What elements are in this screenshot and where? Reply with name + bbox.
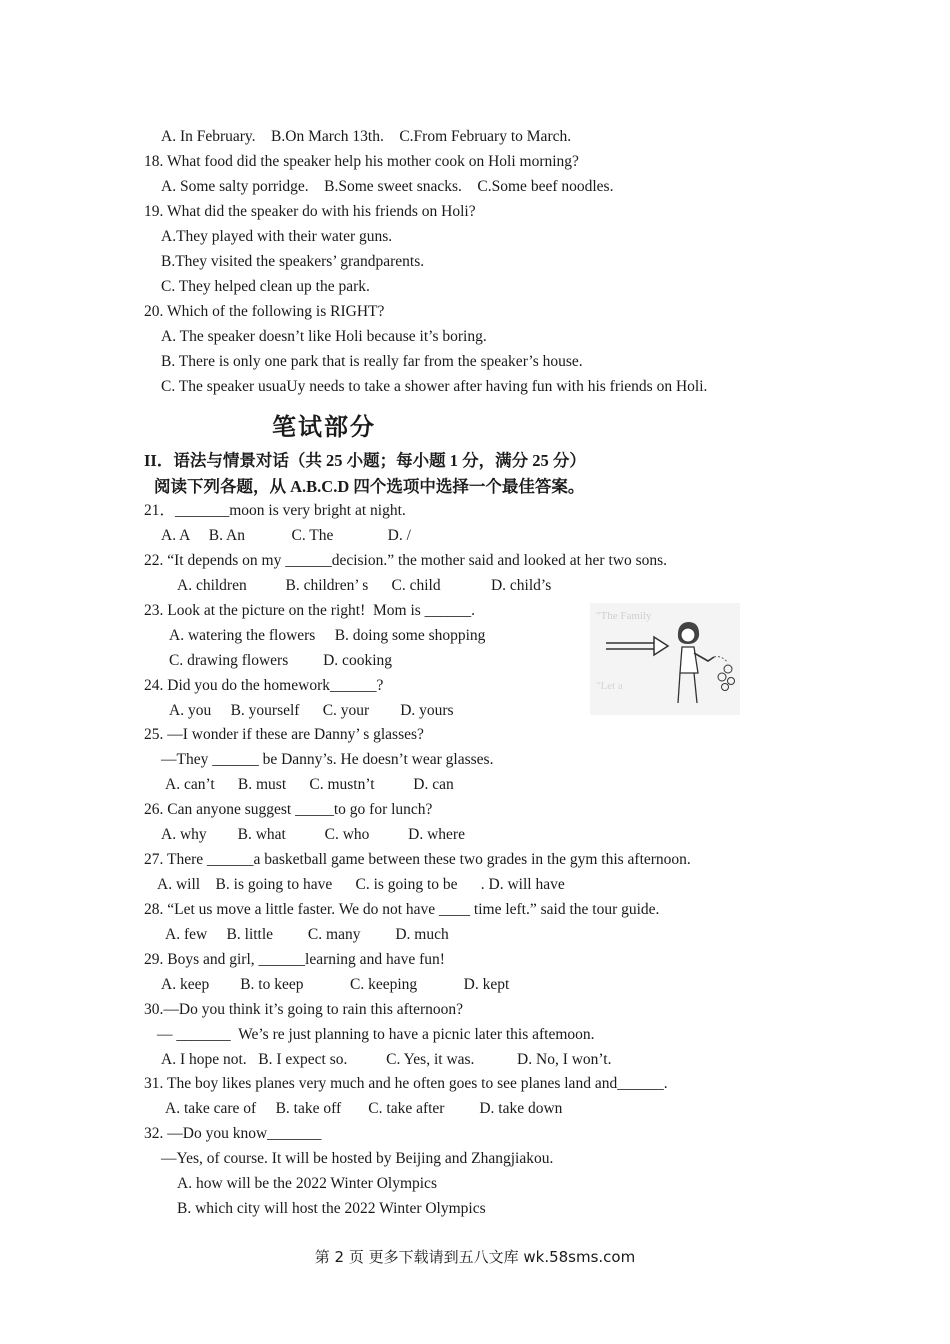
q20-question: 20. Which of the following is RIGHT? — [144, 303, 385, 320]
q32-option-a: A. how will be the 2022 Winter Olympics — [177, 1175, 437, 1192]
q31-question: 31. The boy likes planes very much and he often goes to see planes land and______. — [144, 1075, 668, 1092]
svg-text:"The Family: "The Family — [596, 610, 652, 622]
q18-options: A. Some salty porridge. B.Some sweet snacks. C.Some beef noodles. — [161, 178, 614, 195]
written-part-heading: 笔试部分 — [272, 415, 376, 441]
q24-question: 24. Did you do the homework______? — [144, 677, 384, 694]
q27-options: A. will B. is going to have C. is going to be . D. will have — [157, 876, 565, 893]
q19-option-c: C. They helped clean up the park. — [161, 278, 370, 295]
section-2-title: II．语法与情景对话（共 25 小题；每小题 1 分，满分 25 分） — [144, 451, 586, 470]
section-2-instructions: 阅读下列各题，从 A.B.C.D 四个选项中选择一个最佳答案。 — [154, 477, 585, 496]
q23-options-ab: A. watering the flowers B. doing some shopping — [169, 627, 486, 644]
page-footer: 第 2 页 更多下载请到五八文库 wk.58sms.com — [314, 1248, 636, 1266]
q18-question: 18. What food did the speaker help his mother cook on Holi morning? — [144, 153, 579, 170]
q28-options: A. few B. little C. many D. much — [165, 926, 449, 943]
q21-question: 21．_______moon is very bright at night. — [144, 502, 406, 519]
q32-option-b: B. which city will host the 2022 Winter Olympics — [177, 1200, 486, 1217]
q24-options: A. you B. yourself C. your D. yours — [169, 702, 454, 719]
q21-options: A. A B. An C. The D. / — [161, 527, 411, 544]
q31-options: A. take care of B. take off C. take after D. take down — [165, 1100, 563, 1117]
q20-option-b: B. There is only one park that is really far from the speaker’s house. — [161, 353, 583, 370]
q30-response: — _______ We’s re just planning to have a picnic later this aftemoon. — [157, 1026, 595, 1043]
q19-option-a: A.They played with their water guns. — [161, 228, 393, 245]
q26-options: A. why B. what C. who D. where — [161, 826, 465, 843]
q28-question: 28. “Let us move a little faster. We do not have ____ time left.” said the tour guide. — [144, 901, 660, 918]
q19-option-b: B.They visited the speakers’ grandparents. — [161, 253, 425, 270]
q22-question: 22. “It depends on my ______decision.” the mother said and looked at her two sons. — [144, 552, 668, 569]
q23-options-cd: C. drawing flowers D. cooking — [169, 652, 392, 669]
woman-watering-flowers-icon — [590, 603, 740, 715]
q29-question: 29. Boys and girl, ______learning and have fun! — [144, 951, 445, 968]
q29-options: A. keep B. to keep C. keeping D. kept — [161, 976, 510, 993]
q27-question: 27. There ______a basketball game between these two grades in the gym this afternoon. — [144, 851, 691, 868]
q22-options: A. children B. children’ s C. child D. child’s — [177, 577, 552, 594]
q20-option-a: A. The speaker doesn’t like Holi because it’s boring. — [161, 328, 487, 345]
q30-options: A. I hope not. B. I expect so. C. Yes, it was. D. No, I won’t. — [161, 1051, 612, 1068]
q32-response: —Yes, of course. It will be hosted by Beijing and Zhangjiakou. — [161, 1150, 554, 1167]
q20-option-c: C. The speaker usuaUy needs to take a shower after having fun with his friends on Holi. — [161, 378, 708, 395]
q32-question: 32. —Do you know_______ — [144, 1125, 322, 1142]
q25-response: —They ______ be Danny’s. He doesn’t wear glasses. — [161, 751, 494, 768]
q17-options: A. In February. B.On March 13th. C.From February to March. — [161, 128, 572, 145]
q19-question: 19. What did the speaker do with his friends on Holi? — [144, 203, 476, 220]
q26-question: 26. Can anyone suggest _____to go for lunch? — [144, 801, 433, 818]
q25-question: 25. —I wonder if these are Danny’ s glasses? — [144, 726, 424, 743]
q30-question: 30.—Do you think it’s going to rain this afternoon? — [144, 1001, 464, 1018]
q23-question: 23. Look at the picture on the right! Mom is ______. — [144, 602, 476, 619]
svg-text:"Let a: "Let a — [596, 680, 623, 692]
q25-options: A. can’t B. must C. mustn’t D. can — [165, 776, 454, 793]
